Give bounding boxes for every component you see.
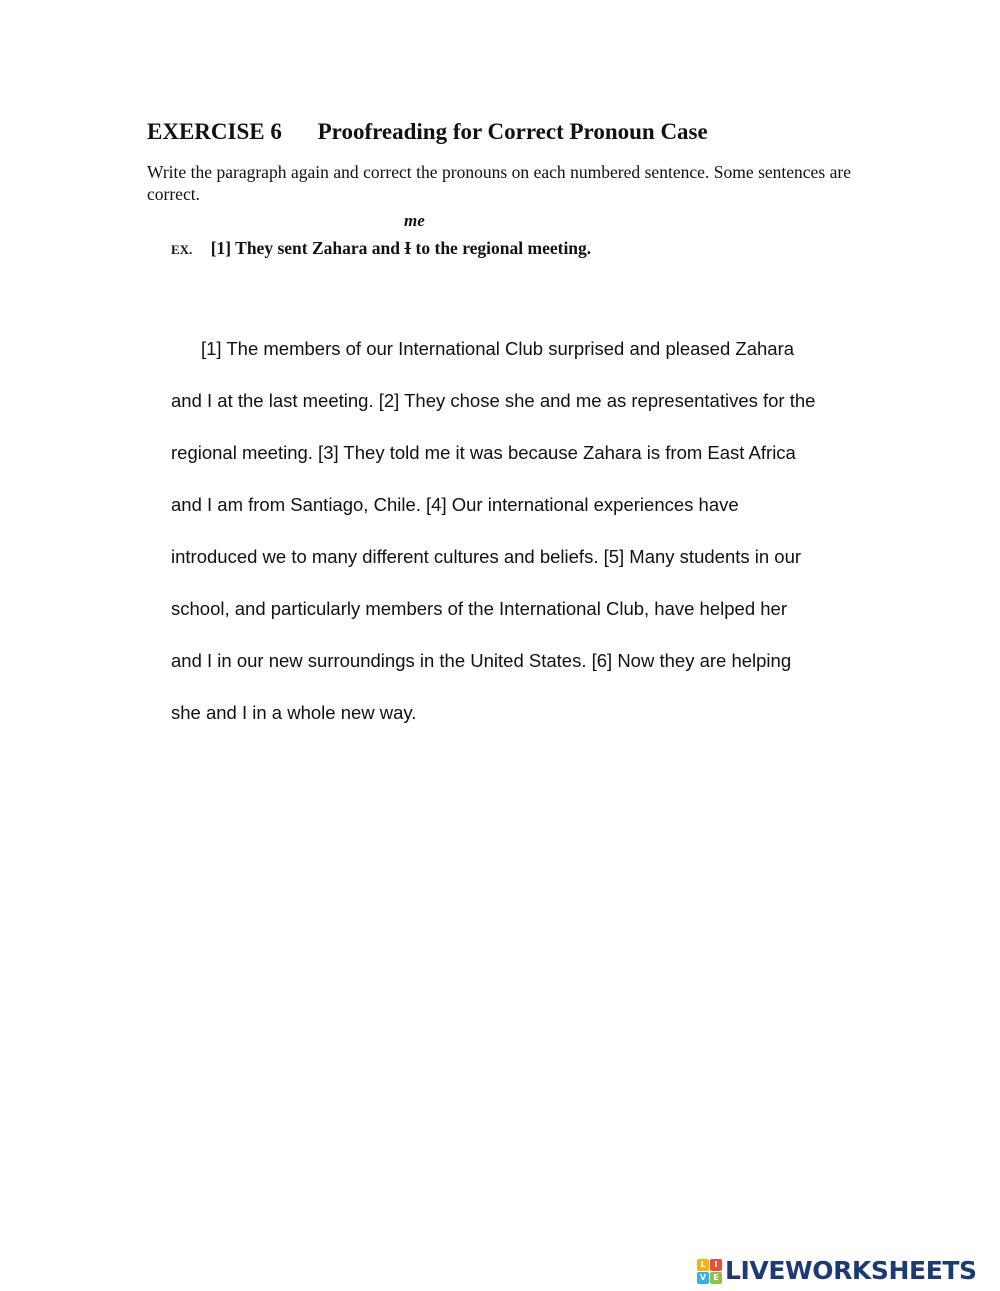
exercise-number: EXERCISE 6 bbox=[147, 119, 282, 144]
example-text-before: [1] They sent Zahara and bbox=[210, 238, 405, 258]
paragraph-line: she and I in a whole new way. bbox=[171, 702, 417, 723]
logo-tile: I bbox=[710, 1259, 722, 1271]
paragraph-line: school, and particularly members of the International Club, have helped her bbox=[171, 598, 787, 619]
example-struck-pronoun: I bbox=[404, 238, 412, 258]
exercise-title: Proofreading for Correct Pronoun Case bbox=[317, 119, 708, 144]
logo-tile: E bbox=[710, 1272, 722, 1284]
exercise-paragraph bbox=[171, 323, 871, 739]
liveworksheets-brand-name: LIVEWORKSHEETS bbox=[725, 1256, 977, 1285]
exercise-heading bbox=[147, 116, 708, 148]
example-correction: me bbox=[404, 211, 425, 230]
liveworksheets-logo bbox=[697, 1256, 977, 1286]
paragraph-line: and I in our new surroundings in the United States. [6] Now they are helping bbox=[171, 650, 792, 671]
paragraph-line: regional meeting. [3] They told me it was because Zahara is from East Africa bbox=[171, 442, 796, 463]
liveworksheets-logo-icon bbox=[697, 1259, 722, 1284]
logo-tile: L bbox=[697, 1259, 709, 1271]
logo-tile: V bbox=[697, 1272, 709, 1284]
instructions: Write the paragraph again and correct the pronouns on each numbered sentence. Some sentences are correct. bbox=[147, 162, 851, 204]
paragraph-line: [1] The members of our International Club surprised and pleased Zahara bbox=[201, 338, 795, 359]
example-sentence bbox=[171, 236, 591, 262]
example-label: EX. bbox=[171, 242, 193, 257]
paragraph-line: and I at the last meeting. [2] They chose she and me as representatives for the bbox=[171, 390, 816, 411]
paragraph-line: and I am from Santiago, Chile. [4] Our international experiences have bbox=[171, 494, 739, 515]
paragraph-line: introduced we to many different cultures and beliefs. [5] Many students in our bbox=[171, 546, 802, 567]
example-text-after: to the regional meeting. bbox=[415, 238, 592, 258]
